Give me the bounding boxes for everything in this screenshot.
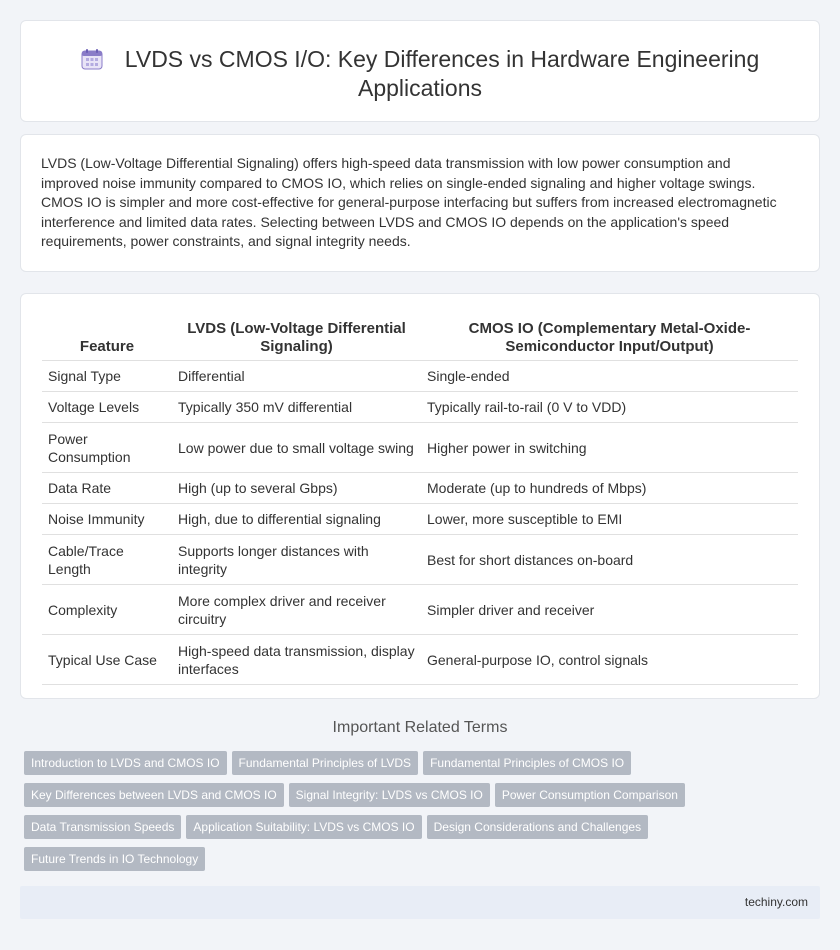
table-header-row <box>42 316 798 361</box>
cell-cmos: Higher power in switching <box>421 423 798 473</box>
cell-cmos: General-purpose IO, control signals <box>421 635 798 685</box>
intro-card <box>20 134 820 272</box>
tag-link[interactable]: Design Considerations and Challenges <box>427 815 648 839</box>
comparison-table-card <box>20 293 820 699</box>
page-title <box>21 45 819 103</box>
table-row <box>42 535 798 585</box>
cell-feature: Power Consumption <box>42 423 172 473</box>
cell-feature: Complexity <box>42 585 172 635</box>
cell-lvds: Typically 350 mV differential <box>172 392 421 423</box>
tag-link[interactable]: Introduction to LVDS and CMOS IO <box>24 751 227 775</box>
cell-cmos: Single-ended <box>421 361 798 392</box>
cell-lvds: High (up to several Gbps) <box>172 473 421 504</box>
tag-link[interactable]: Data Transmission Speeds <box>24 815 181 839</box>
cell-lvds: High-speed data transmission, display interfaces <box>172 635 421 685</box>
tag-link[interactable]: Application Suitability: LVDS vs CMOS IO <box>186 815 421 839</box>
title-line-1: LVDS vs CMOS I/O: Key Differences in Hardware Engineering <box>124 46 760 72</box>
header-lvds: LVDS (Low-Voltage Differential Signaling) <box>172 316 421 361</box>
cell-lvds: More complex driver and receiver circuitry <box>172 585 421 635</box>
cell-feature: Data Rate <box>42 473 172 504</box>
cell-cmos: Moderate (up to hundreds of Mbps) <box>421 473 798 504</box>
related-terms-title: Important Related Terms <box>332 719 508 736</box>
cell-feature: Signal Type <box>42 361 172 392</box>
title-line-2: Applications <box>357 75 483 101</box>
cell-lvds: Low power due to small voltage swing <box>172 423 421 473</box>
tag-link[interactable]: Future Trends in IO Technology <box>24 847 205 871</box>
cell-cmos: Typically rail-to-rail (0 V to VDD) <box>421 392 798 423</box>
table-row <box>42 392 798 423</box>
related-terms-tags <box>24 751 724 879</box>
intro-paragraph: LVDS (Low-Voltage Differential Signaling) offers high-speed data transmission with low power consumption and improved noise immunity compared to CMOS IO, which relies on single-ended signaling and higher voltage swings. CMOS IO is simpler and more cost-effective for general-purpose interfacing but suffers from increased electromagnetic interference and limited data rates. Selecting between LVDS and CMOS IO depends on the application's speed requirements, power constraints, and signal integrity needs. <box>41 155 777 250</box>
tag-link[interactable]: Key Differences between LVDS and CMOS IO <box>24 783 284 807</box>
header-cmos: CMOS IO (Complementary Metal-Oxide-Semiconductor Input/Output) <box>421 316 798 361</box>
cell-cmos: Simpler driver and receiver <box>421 585 798 635</box>
cell-feature: Cable/Trace Length <box>42 535 172 585</box>
cell-feature: Noise Immunity <box>42 504 172 535</box>
cell-feature: Voltage Levels <box>42 392 172 423</box>
header-card <box>20 20 820 122</box>
table-row <box>42 585 798 635</box>
tag-link[interactable]: Fundamental Principles of LVDS <box>232 751 419 775</box>
cell-lvds: Differential <box>172 361 421 392</box>
table-row <box>42 361 798 392</box>
cell-feature: Typical Use Case <box>42 635 172 685</box>
comparison-table <box>42 316 798 685</box>
table-row <box>42 635 798 685</box>
header-feature: Feature <box>42 316 172 361</box>
calendar-icon <box>81 48 103 70</box>
table-row <box>42 504 798 535</box>
cell-lvds: Supports longer distances with integrity <box>172 535 421 585</box>
footer-site[interactable]: techiny.com <box>744 895 808 909</box>
tag-link[interactable]: Power Consumption Comparison <box>495 783 685 807</box>
footer <box>20 886 820 919</box>
cell-cmos: Best for short distances on-board <box>421 535 798 585</box>
cell-lvds: High, due to differential signaling <box>172 504 421 535</box>
table-row <box>42 473 798 504</box>
table-row <box>42 423 798 473</box>
tag-link[interactable]: Signal Integrity: LVDS vs CMOS IO <box>289 783 490 807</box>
cell-cmos: Lower, more susceptible to EMI <box>421 504 798 535</box>
tag-link[interactable]: Fundamental Principles of CMOS IO <box>423 751 631 775</box>
